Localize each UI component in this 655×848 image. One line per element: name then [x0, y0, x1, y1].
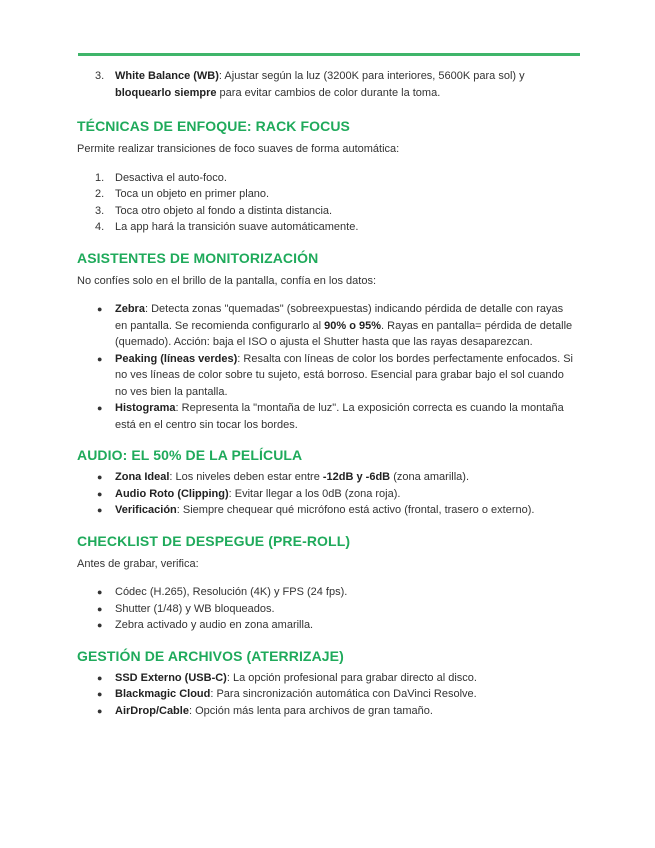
heading-audio: AUDIO: EL 50% DE LA PELÍCULA	[77, 447, 303, 463]
list-item: ● SSD Externo (USB-C): La opción profesional para grabar directo al disco.	[97, 671, 477, 684]
checklist-list	[77, 584, 577, 634]
audio-list	[77, 469, 577, 519]
heading-checklist: CHECKLIST DE DESPEGUE (PRE-ROLL)	[77, 532, 351, 549]
monitor-intro: No confíes solo en el brillo de la pantalla, confía en los datos:	[77, 274, 377, 287]
list-item: 2. Toca un objeto en primer plano.	[95, 188, 270, 200]
list-item: ● Zebra activado y audio en zona amarilla.	[97, 619, 314, 631]
list-item: ● Zona Ideal: Los niveles deben estar entre -12dB y -6dB (zona amarilla).	[97, 471, 469, 483]
list-item: ● Códec (H.265), Resolución (4K) y FPS (24 fps).	[97, 586, 348, 598]
heading-monitorizacion: ASISTENTES DE MONITORIZACIÓN	[77, 249, 319, 266]
list-item: ● Zebra: Detecta zonas "quemadas" (sobreexpuestas) indicando pérdida de detalle con rayas en pantalla. Se recomienda configurarlo al 90% o 95%. Rayas en pantalla= pérdida de detalle (quemado). Acción: baja el ISO o ajusta el Shutter hasta que las rayas desaparezcan.	[97, 303, 573, 348]
list-item: 1. Desactiva el auto-foco.	[95, 171, 227, 184]
list-item: ● Audio Roto (Clipping): Evitar llegar a los 0dB (zona roja).	[97, 487, 401, 500]
wb-term: White Balance (WB)	[115, 70, 219, 82]
monitor-list	[77, 301, 577, 433]
list-number: 3.	[95, 70, 105, 82]
list-item: ● Histograma: Representa la "montaña de luz". La exposición correcta es cuando la montaña está en el centro sin tocar los bordes.	[97, 402, 564, 431]
list-item: ● AirDrop/Cable: Opción más lenta para archivos de gran tamaño.	[97, 704, 433, 717]
document-body	[77, 68, 577, 719]
files-list	[77, 670, 577, 720]
list-item: 4. La app hará la transición suave automáticamente.	[95, 221, 359, 233]
heading-rack-focus: TÉCNICAS DE ENFOQUE: RACK FOCUS	[77, 118, 350, 134]
wb-emphasis: bloquearlo siempre	[115, 86, 217, 99]
list-item: ● Verificación: Siempre chequear qué micrófono está activo (frontal, trasero o externo).	[97, 504, 535, 516]
checklist-intro: Antes de grabar, verifica:	[77, 557, 199, 570]
rack-steps	[77, 170, 577, 236]
rack-intro: Permite realizar transiciones de foco suaves de forma automática:	[77, 143, 400, 155]
list-item	[77, 68, 577, 101]
list-item: 3. Toca otro objeto al fondo a distinta distancia.	[95, 204, 333, 217]
wb-text: : Ajustar según la luz (3200K para interiores, 5600K para sol) y	[218, 70, 525, 82]
list-item: ● Peaking (líneas verdes): Resalta con líneas de color los bordes perfectamente enfocados. Si no ves líneas de color sobre tu sujeto, está borroso. Esencial para grabar bajo el sol cuando no ves bien la pantalla.	[97, 352, 573, 398]
heading-archivos: GESTIÓN DE ARCHIVOS (ATERRIZAJE)	[77, 647, 344, 664]
top-divider	[78, 53, 580, 56]
wb-text-2: para evitar cambios de color durante la toma.	[216, 86, 441, 99]
list-item: ● Blackmagic Cloud: Para sincronización automática con DaVinci Resolve.	[97, 688, 477, 700]
list-item: ● Shutter (1/48) y WB bloqueados.	[97, 602, 275, 615]
